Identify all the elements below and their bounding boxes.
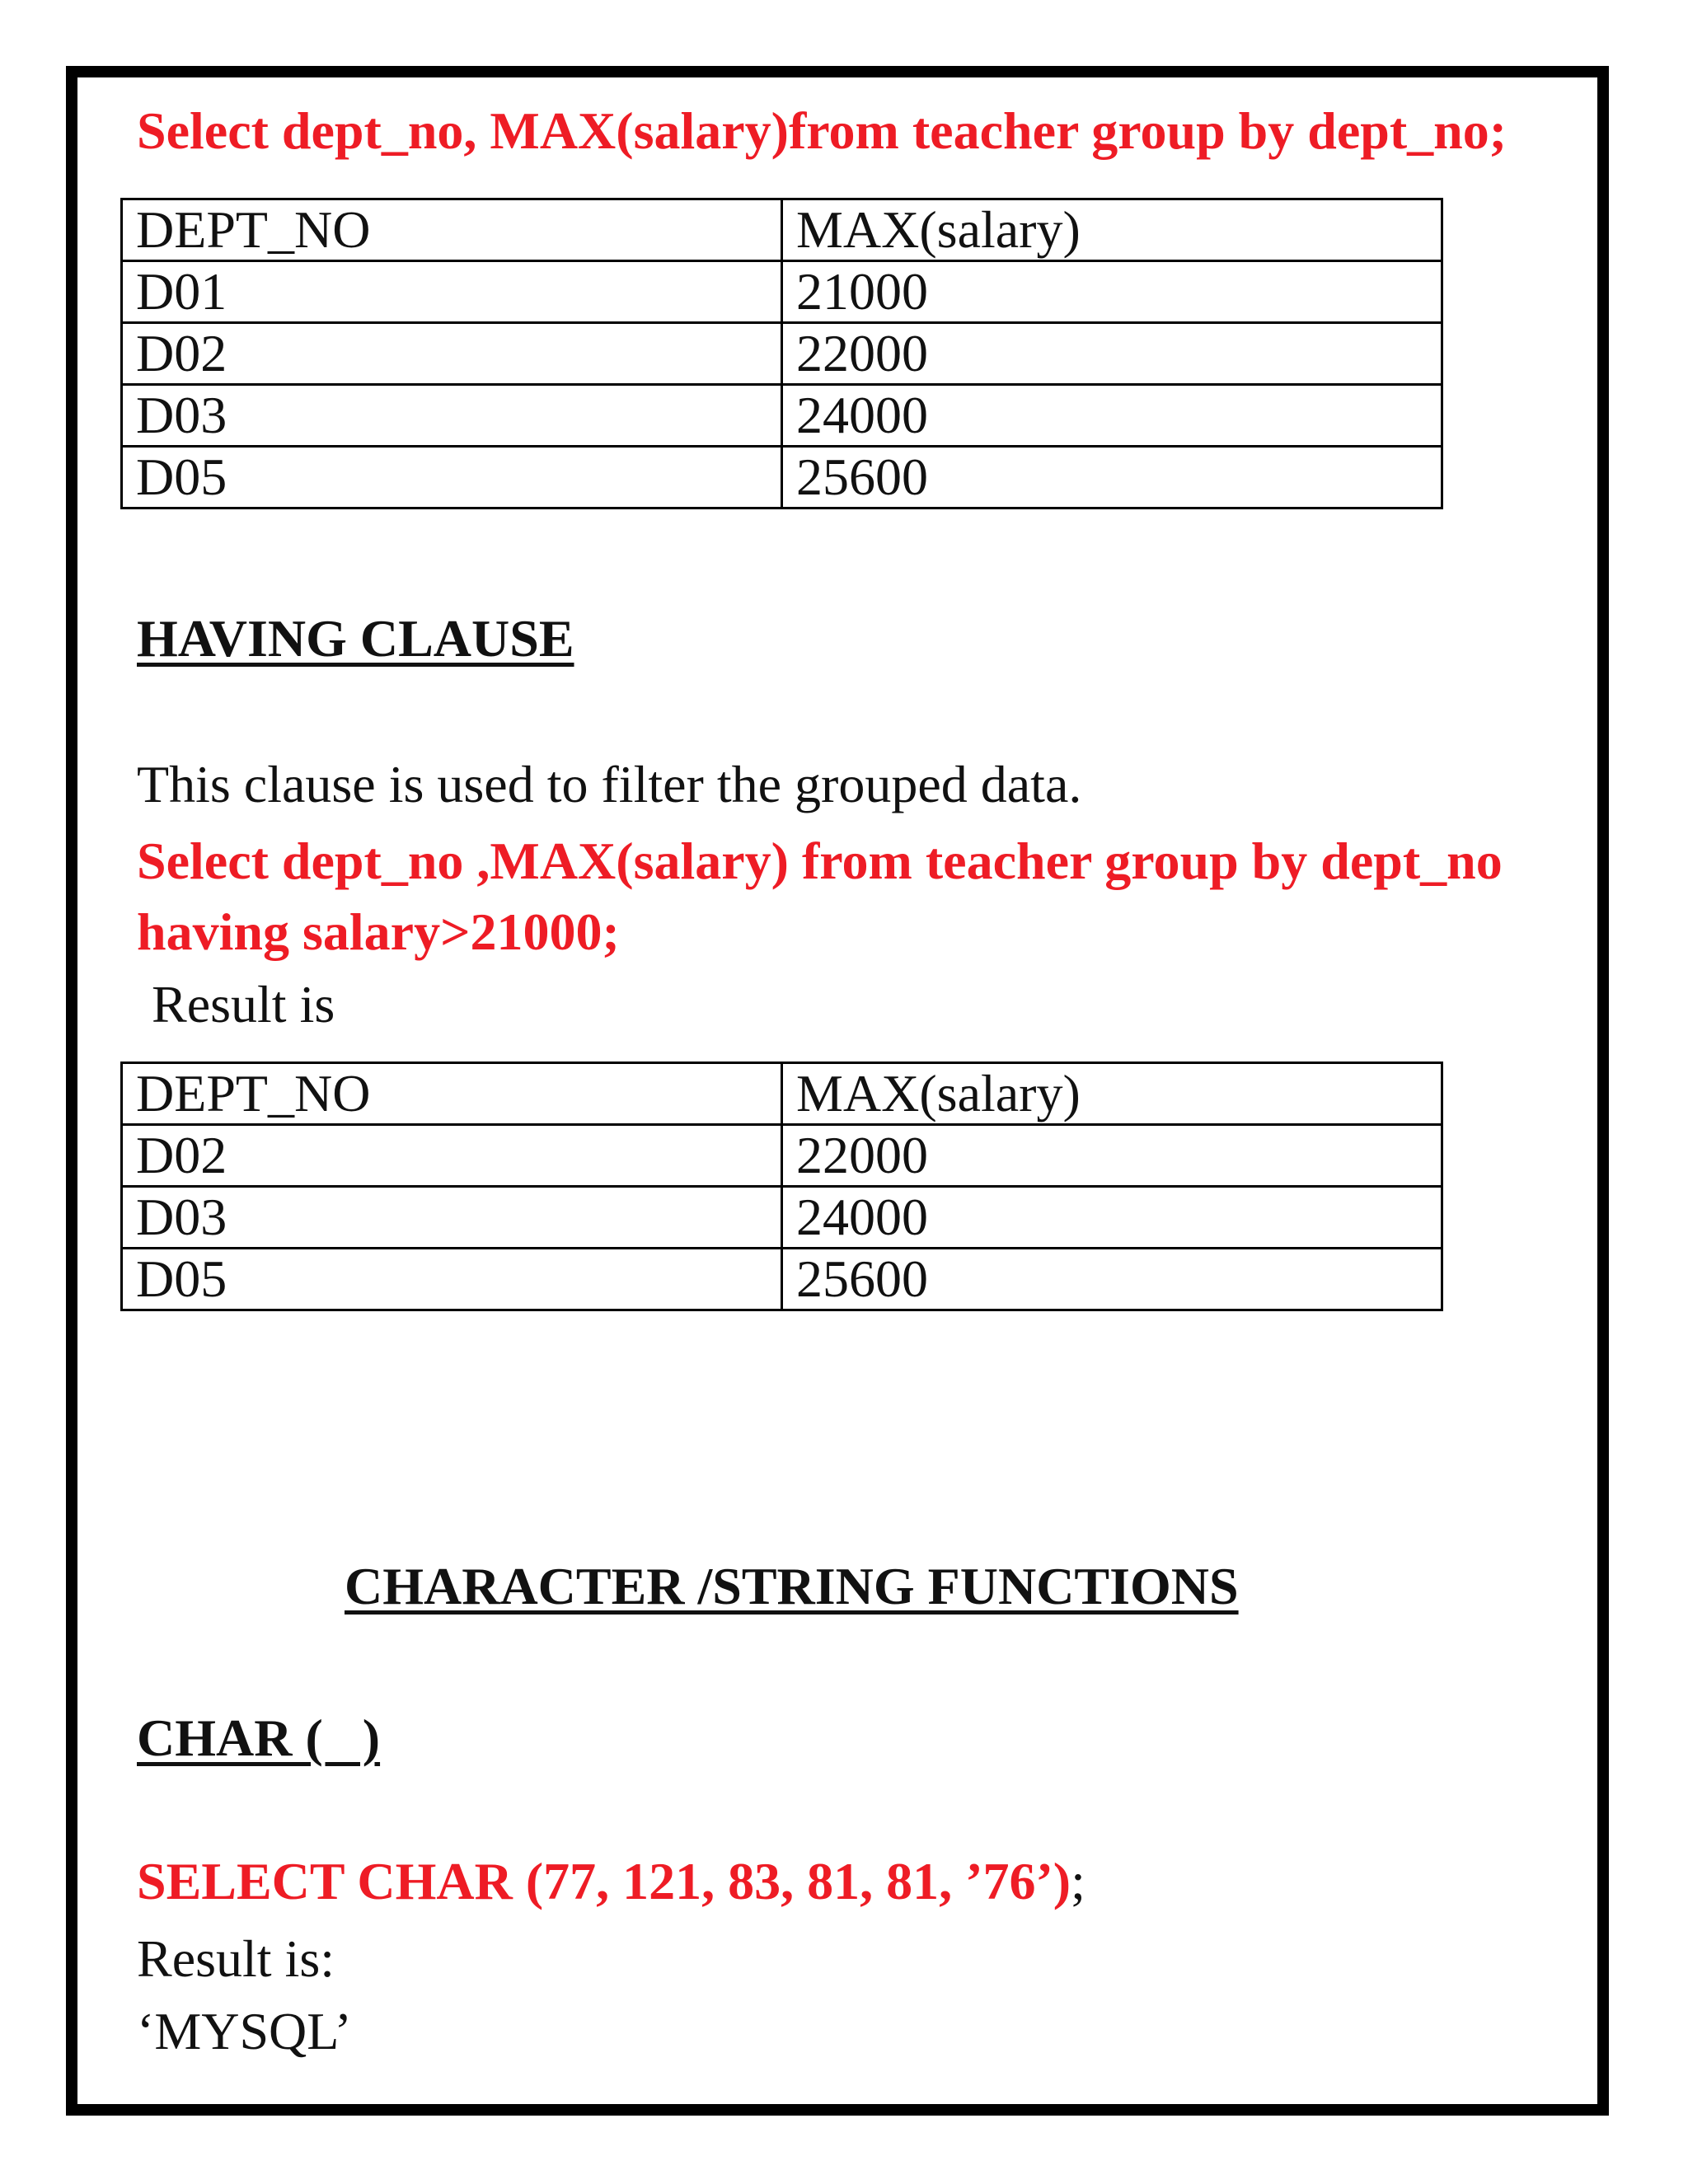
table-row	[122, 1249, 1442, 1310]
char-result-value: ‘MYSQL’	[137, 2002, 352, 2060]
cell-dept-no: D03	[122, 385, 782, 447]
table-row	[122, 447, 1442, 509]
cell-max-salary: 25600	[782, 1249, 1442, 1310]
cell-max-salary: 22000	[782, 1125, 1442, 1187]
cell-max-salary: 25600	[782, 447, 1442, 509]
char-result-label: Result is:	[137, 1929, 335, 1988]
having-query-line-1: Select dept_no ,MAX(salary) from teacher group by dept_no	[137, 832, 1503, 890]
cell-dept-no: D05	[122, 447, 782, 509]
char-function-heading: CHAR ( )	[137, 1708, 381, 1767]
table-header-row	[122, 1063, 1442, 1125]
cell-max-salary: 24000	[782, 385, 1442, 447]
table-row	[122, 385, 1442, 447]
cell-max-salary: 24000	[782, 1187, 1442, 1249]
string-functions-heading: CHARACTER /STRING FUNCTIONS	[345, 1557, 1239, 1615]
char-query-text: SELECT CHAR (77, 121, 83, 81, 81, ’76’)	[137, 1852, 1071, 1910]
cell-dept-no: D01	[122, 261, 782, 323]
table-row	[122, 1187, 1442, 1249]
char-query-terminator: ;	[1071, 1852, 1085, 1910]
group-by-query: Select dept_no, MAX(salary)from teacher group by dept_no;	[137, 101, 1507, 160]
table-row	[122, 261, 1442, 323]
cell-max-salary: 22000	[782, 323, 1442, 385]
group-by-result-table	[120, 198, 1443, 509]
cell-dept-no: D02	[122, 323, 782, 385]
having-query-line-2: having salary>21000;	[137, 902, 620, 961]
cell-max-salary: 21000	[782, 261, 1442, 323]
having-description: This clause is used to filter the grouped data.	[137, 755, 1082, 813]
having-clause-heading: HAVING CLAUSE	[137, 609, 574, 668]
header-dept-no: DEPT_NO	[122, 199, 782, 261]
table-header-row	[122, 199, 1442, 261]
table-row	[122, 323, 1442, 385]
cell-dept-no: D05	[122, 1249, 782, 1310]
header-dept-no: DEPT_NO	[122, 1063, 782, 1125]
char-query	[137, 1851, 1085, 1912]
table-row	[122, 1125, 1442, 1187]
header-max-salary: MAX(salary)	[782, 1063, 1442, 1125]
header-max-salary: MAX(salary)	[782, 199, 1442, 261]
result-label: Result is	[152, 975, 335, 1033]
cell-dept-no: D03	[122, 1187, 782, 1249]
having-result-table	[120, 1062, 1443, 1311]
cell-dept-no: D02	[122, 1125, 782, 1187]
